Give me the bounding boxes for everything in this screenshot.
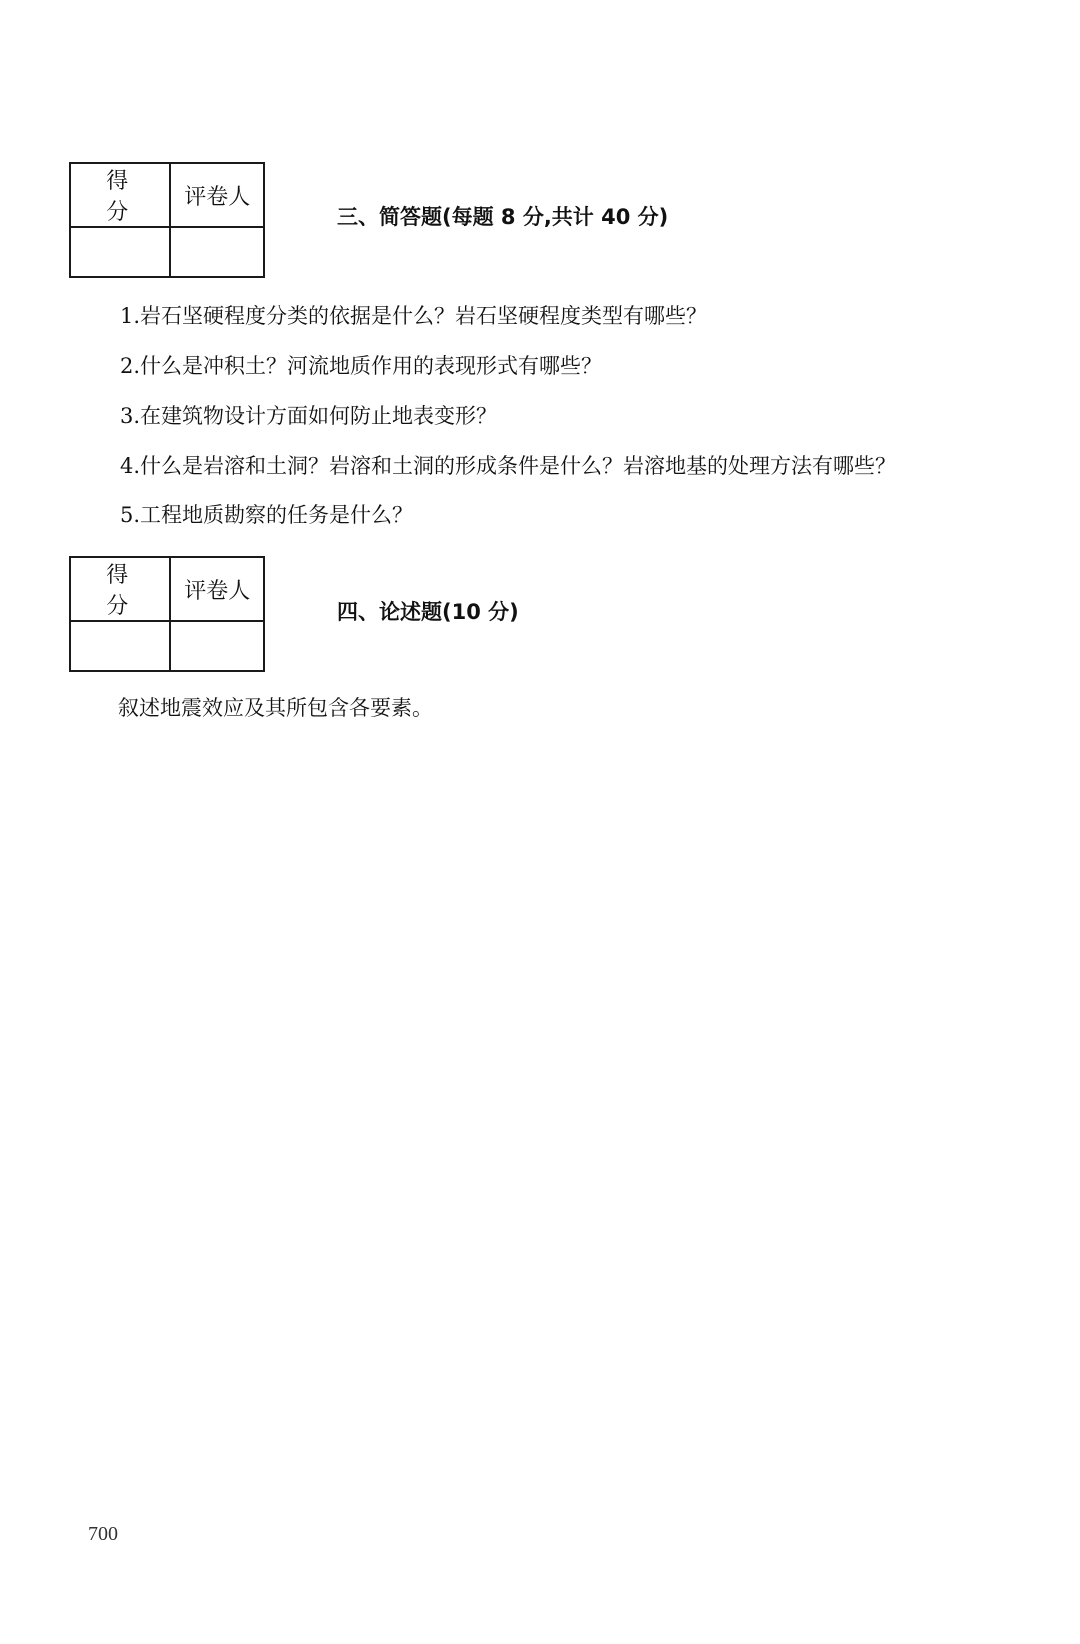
grader-label: 评卷人	[170, 163, 264, 227]
section4-title: 四、论述题(10 分)	[337, 600, 519, 624]
score-cell	[70, 227, 170, 277]
essay-question: 叙述地震效应及其所包含各要素。	[118, 696, 433, 720]
section3-title: 三、简答题(每题 8 分,共计 40 分)	[337, 205, 669, 229]
question-2: 2.什么是冲积土？河流地质作用的表现形式有哪些？	[120, 354, 603, 378]
question-5: 5.工程地质勘察的任务是什么？	[120, 503, 414, 527]
section4-score-table	[69, 556, 265, 672]
question-3: 3.在建筑物设计方面如何防止地表变形？	[120, 404, 498, 428]
score-label: 得 分	[70, 557, 170, 621]
grader-cell	[170, 621, 264, 671]
grader-label: 评卷人	[170, 557, 264, 621]
score-label: 得 分	[70, 163, 170, 227]
question-4: 4.什么是岩溶和土洞？岩溶和土洞的形成条件是什么？岩溶地基的处理方法有哪些？	[120, 454, 897, 478]
score-cell	[70, 621, 170, 671]
page-number: 700	[88, 1523, 118, 1545]
section3-score-table	[69, 162, 265, 278]
question-1: 1.岩石坚硬程度分类的依据是什么？岩石坚硬程度类型有哪些？	[120, 304, 708, 328]
grader-cell	[170, 227, 264, 277]
